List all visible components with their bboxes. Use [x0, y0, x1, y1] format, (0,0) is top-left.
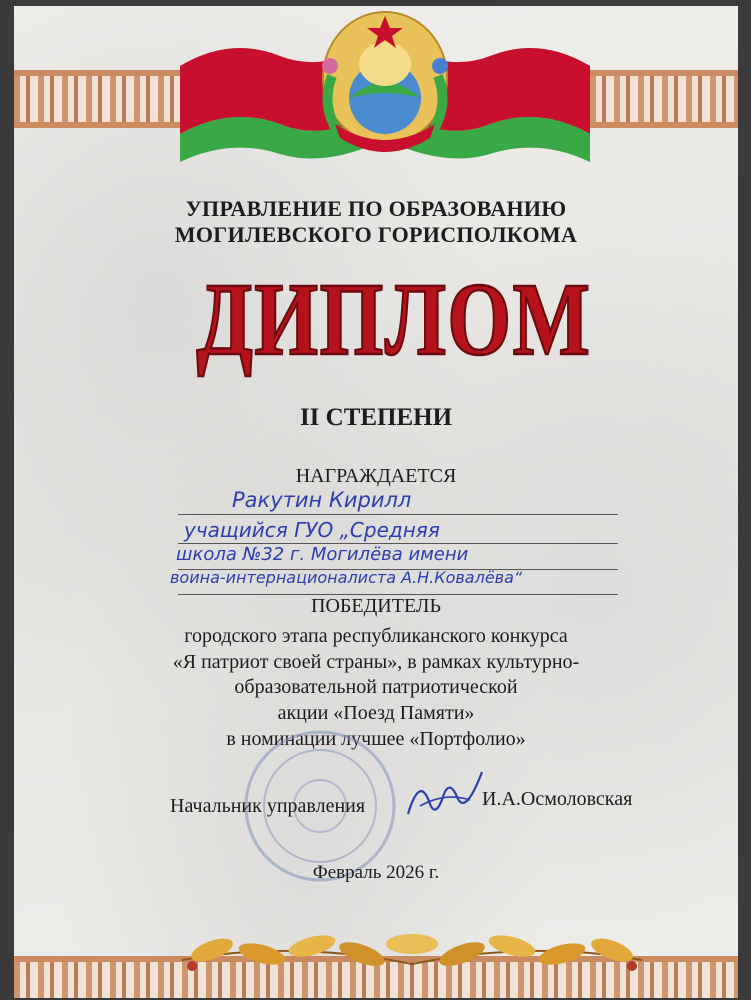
issue-date: Февраль 2026 г. [312, 862, 440, 883]
organization-line-1: УПРАВЛЕНИЕ ПО ОБРАЗОВАНИЮ [185, 196, 567, 221]
signatory-name: И.А.Осмоловская [482, 788, 633, 810]
organization-line-2: МОГИЛЕВСКОГО ГОРИСПОЛКОМА [174, 222, 578, 247]
description-line-2: «Я патриот своей страны», в рамках культурно- [172, 651, 580, 673]
degree-label: II СТЕПЕНИ [299, 404, 453, 431]
winner-label: ПОБЕДИТЕЛЬ [311, 595, 441, 617]
description-line-3: образовательной патриотической [234, 676, 518, 698]
handwritten-signature [400, 764, 490, 824]
recipient-name: Ракутин Кирилл [232, 488, 412, 512]
recipient-line-2: учащийся ГУО „Средняя [184, 518, 440, 542]
recipient-line-4: воина-интернационалиста А.Н.Ковалёва“ [170, 568, 523, 587]
diploma-title-text: ДИПЛОМ [196, 262, 592, 377]
description-line-5: в номинации лучшее «Портфолио» [226, 728, 526, 750]
signatory-title: Начальник управления [170, 795, 366, 817]
laurel-leaves-decoration [172, 920, 652, 980]
diploma-sheet [14, 6, 738, 998]
diploma-title [192, 262, 597, 377]
belarus-emblem-with-flags [170, 6, 600, 166]
awarded-label: НАГРАЖДАЕТСЯ [295, 465, 457, 487]
recipient-line-3: школа №32 г. Могилёва имени [176, 544, 469, 565]
description-line-1: городского этапа республиканского конкурса [184, 625, 568, 647]
description-line-4: акции «Поезд Памяти» [277, 702, 475, 724]
recipient-underline-1 [178, 514, 618, 515]
